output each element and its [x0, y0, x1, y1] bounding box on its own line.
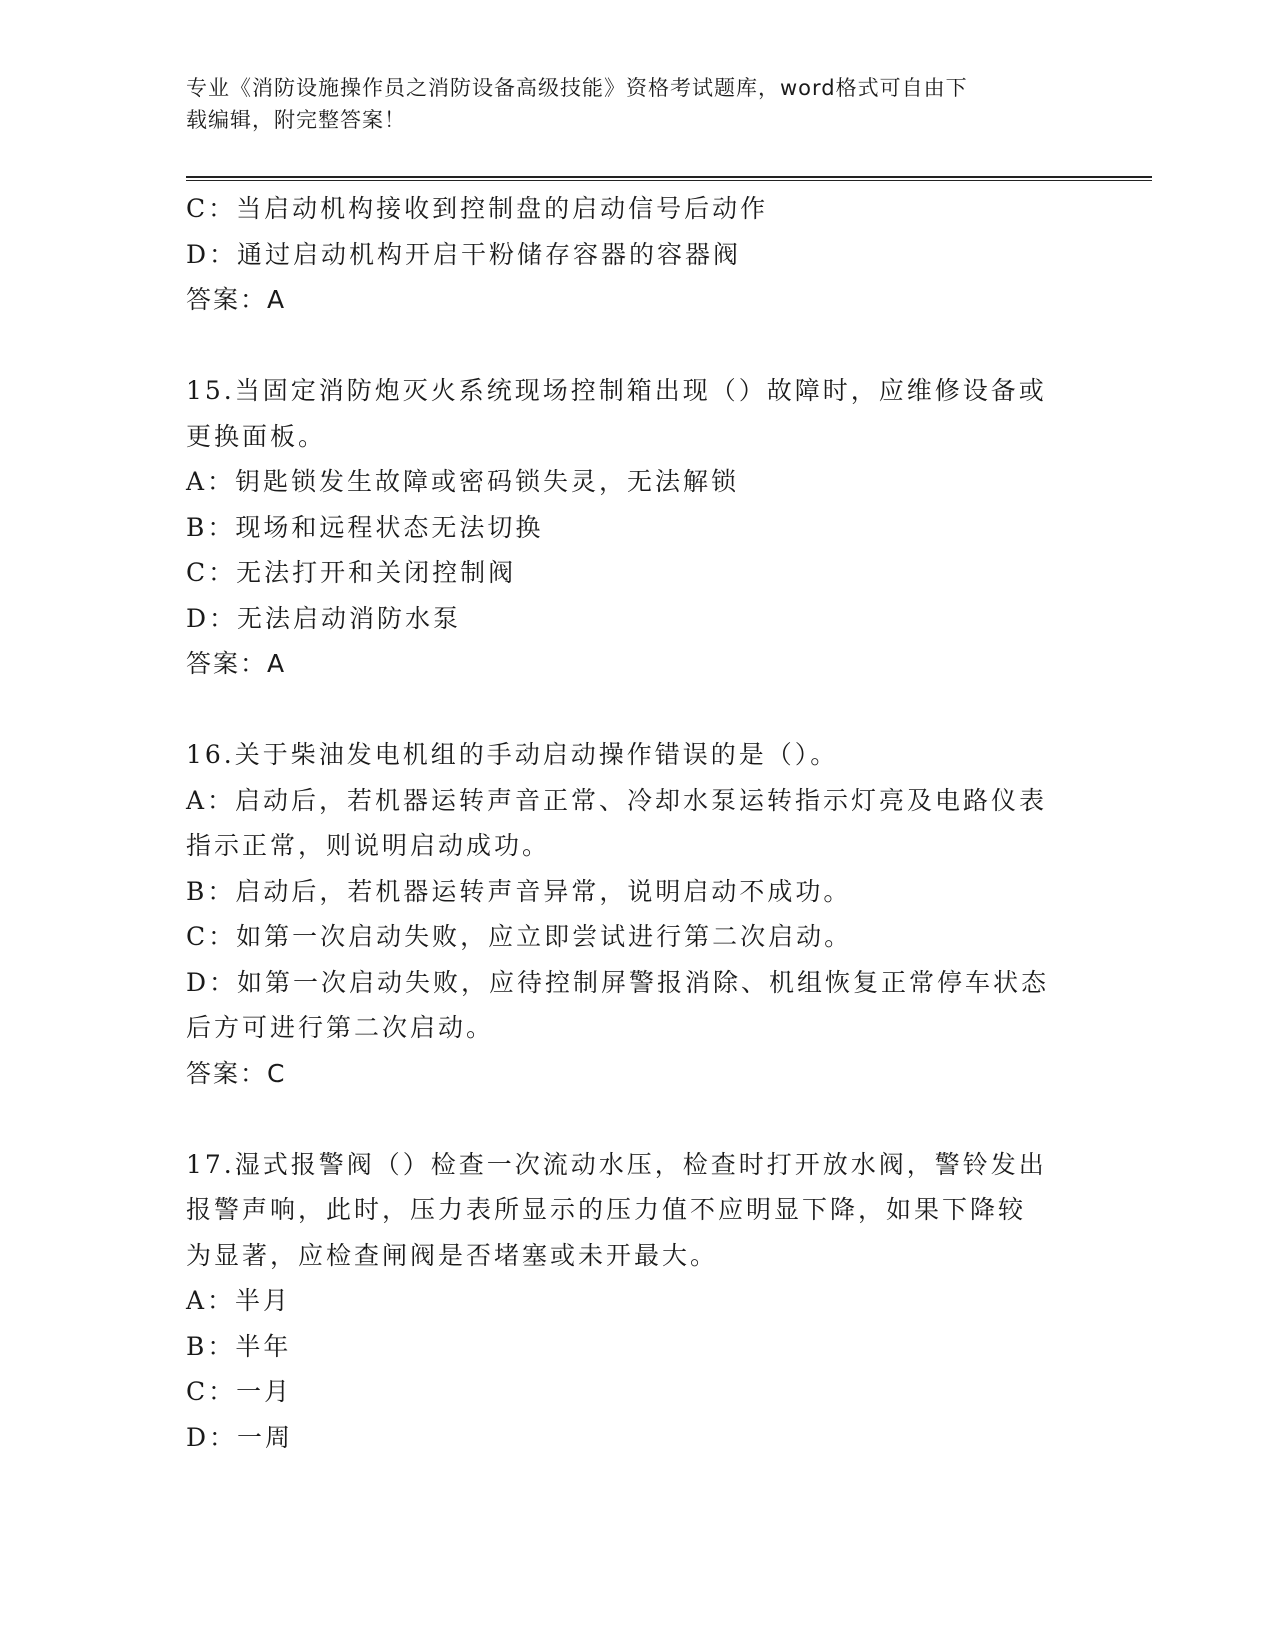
option-b: B：半年: [186, 1331, 292, 1361]
header-divider: [186, 176, 1152, 181]
spacer: [186, 687, 1086, 733]
option-b: B：启动后，若机器运转声音异常，说明启动不成功。: [186, 876, 852, 906]
option-a-cont: 指示正常，则说明启动成功。: [186, 831, 551, 860]
option-b: B：现场和远程状态无法切换: [186, 512, 544, 542]
question-stem-cont: 报警声响，此时，压力表所显示的压力值不应明显下降，如果下降较: [186, 1195, 1027, 1224]
answer: 答案：A: [186, 285, 287, 314]
answer: 答案：C: [186, 1058, 287, 1088]
option-d-cont: 后方可进行第二次启动。: [186, 1013, 495, 1042]
question-stem-cont: 更换面板。: [186, 421, 327, 451]
option-d: D：一周: [186, 1422, 294, 1452]
header-line-2: 载编辑，附完整答案！: [186, 108, 406, 132]
option-c: C：当启动机构接收到控制盘的启动信号后动作: [186, 194, 769, 223]
option-a: A：启动后，若机器运转声音正常、冷却水泵运转指示灯亮及电路仪表: [186, 785, 1048, 815]
document-header: [186, 72, 1066, 136]
question-17: [186, 1142, 1086, 1461]
question-16: [186, 732, 1086, 1096]
option-c: C：一月: [186, 1377, 293, 1406]
option-c: C：无法打开和关闭控制阀: [186, 558, 517, 587]
option-d: D：通过启动机构开启干粉储存容器的容器阀: [186, 239, 742, 269]
question-list: [186, 186, 1086, 1460]
header-line-1: 专业《消防设施操作员之消防设备高级技能》资格考试题库，word格式可自由下: [186, 76, 968, 100]
option-d: D：无法启动消防水泵: [186, 603, 462, 633]
spacer: [186, 1096, 1086, 1142]
question-stem-cont: 为显著，应检查闸阀是否堵塞或未开最大。: [186, 1240, 719, 1270]
question-stem: 17.湿式报警阀（）检查一次流动水压，检查时打开放水阀，警铃发出: [186, 1149, 1047, 1179]
question-15: [186, 368, 1086, 687]
option-a: A：钥匙锁发生故障或密码锁失灵，无法解锁: [186, 467, 740, 496]
spacer: [186, 323, 1086, 369]
option-c: C：如第一次启动失败，应立即尝试进行第二次启动。: [186, 922, 853, 951]
option-a: A：半月: [186, 1286, 292, 1315]
answer: 答案：A: [186, 649, 287, 678]
question-stem: 16.关于柴油发电机组的手动启动操作错误的是（）。: [186, 740, 839, 769]
question-14-tail: [186, 186, 1086, 323]
option-d: D：如第一次启动失败，应待控制屏警报消除、机组恢复正常停车状态: [186, 967, 1050, 997]
question-stem: 15.当固定消防炮灭火系统现场控制箱出现（）故障时，应维修设备或: [186, 376, 1047, 405]
